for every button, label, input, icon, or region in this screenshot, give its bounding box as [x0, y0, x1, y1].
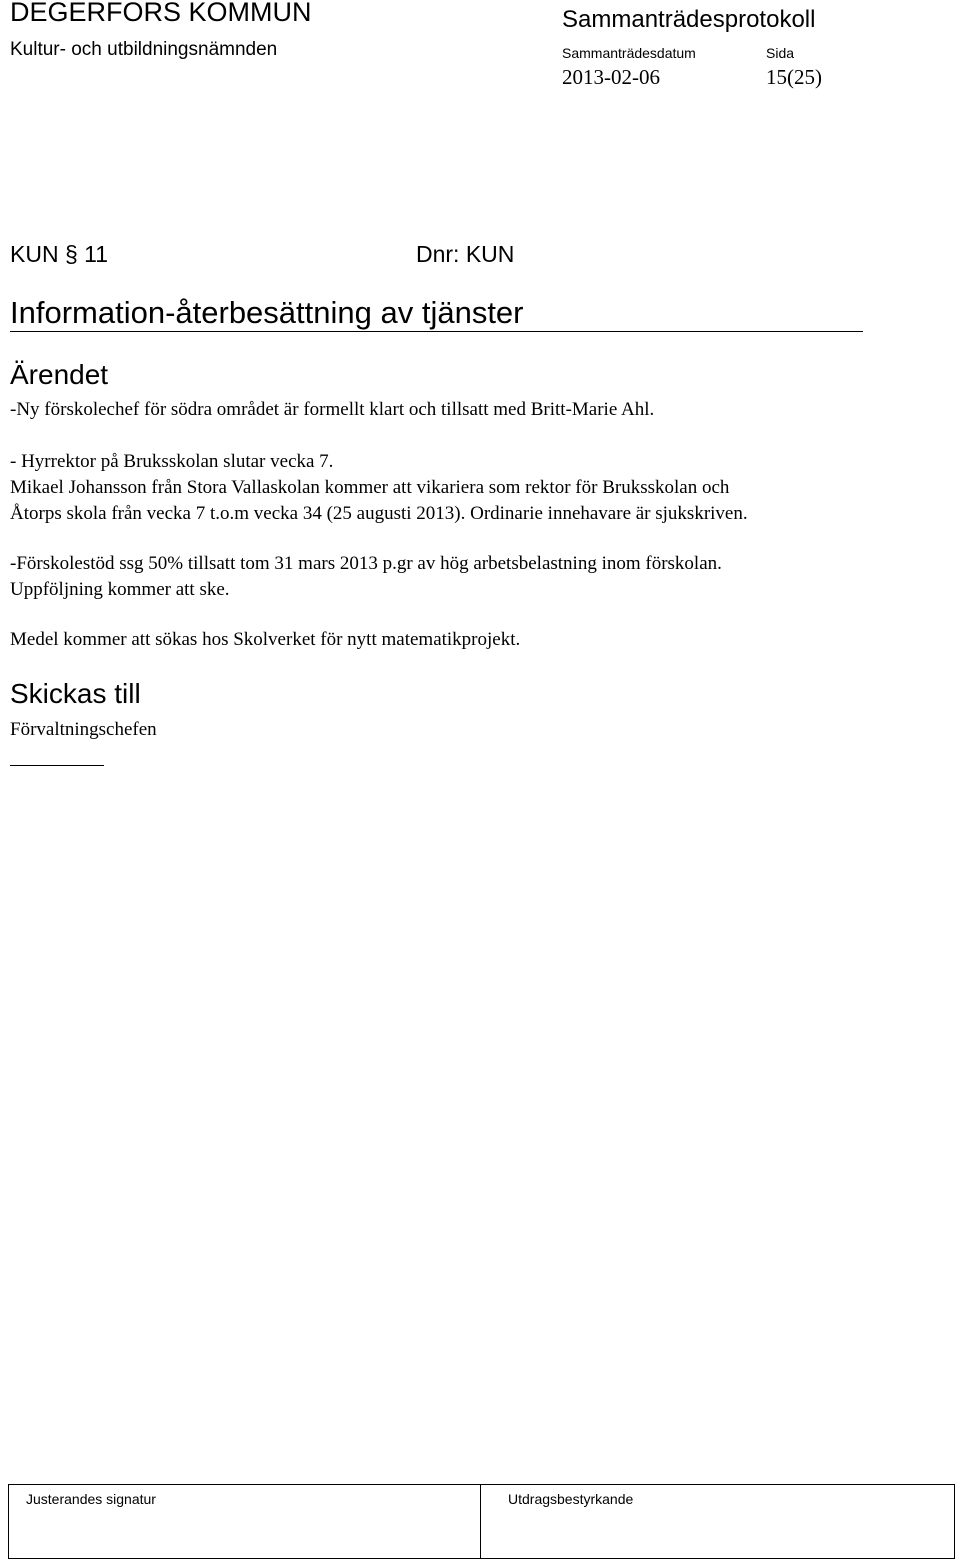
body-line: -Förskolestöd ssg 50% tillsatt tom 31 mars 2013 p.gr av hög arbetsbelastning inom förskolan.: [10, 553, 722, 574]
document-type: Sammanträdesprotokoll: [562, 6, 816, 33]
organization-name: DEGERFORS KOMMUN: [10, 0, 312, 27]
recipient: Förvaltningschefen: [10, 719, 157, 740]
committee-name: Kultur- och utbildningsnämnden: [10, 39, 278, 60]
signature-table-divider: [480, 1485, 481, 1558]
body-line: Uppföljning kommer att ske.: [10, 579, 230, 600]
meeting-date-label: Sammanträdesdatum: [562, 45, 696, 61]
section-title: Information-återbesättning av tjänster: [10, 295, 524, 330]
meeting-date-value: 2013-02-06: [562, 65, 660, 89]
signature-table: [8, 1484, 955, 1559]
skickas-till-heading: Skickas till: [10, 678, 141, 709]
body-line: Åtorps skola från vecka 7 t.o.m vecka 34 (25 augusti 2013). Ordinarie innehavare är sjukskriven.: [10, 503, 748, 524]
certification-label: Utdragsbestyrkande: [508, 1491, 634, 1507]
section-number: KUN § 11: [10, 241, 109, 267]
page-label: Sida: [766, 45, 795, 61]
body-line: Mikael Johansson från Stora Vallaskolan kommer att vikariera som rektor för Bruksskolan och: [10, 477, 730, 498]
page-number-value: 15(25): [766, 65, 822, 89]
recipient-divider: [10, 765, 104, 766]
signature-label: Justerandes signatur: [26, 1491, 156, 1507]
arendet-heading: Ärendet: [10, 359, 109, 390]
title-divider: [10, 331, 863, 332]
body-line: - Hyrrektor på Bruksskolan slutar vecka 7.: [10, 451, 334, 472]
body-line: -Ny förskolechef för södra området är formellt klart och tillsatt med Britt-Marie Ahl.: [10, 399, 655, 420]
diary-number: Dnr: KUN: [416, 241, 515, 267]
body-line: Medel kommer att sökas hos Skolverket för nytt matematikprojekt.: [10, 629, 521, 650]
